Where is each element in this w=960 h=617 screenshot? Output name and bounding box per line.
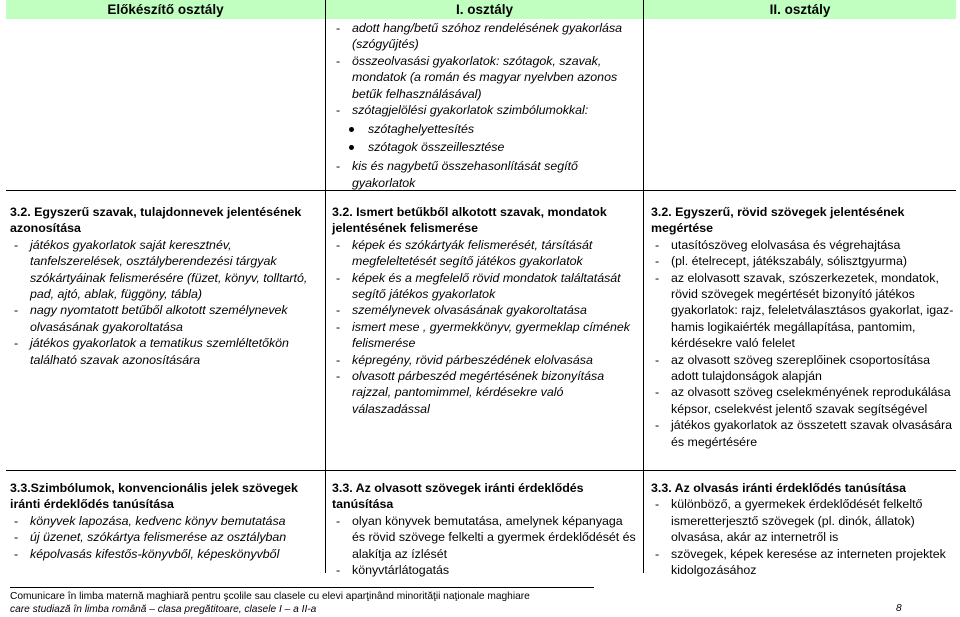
footer-line: care studiază în limba română – clasa pregătitoare, clasele I – a II-a bbox=[10, 604, 317, 615]
bullet-item: szótaghelyettesítés bbox=[332, 120, 637, 138]
list-item: - könyvtárlátogatás bbox=[332, 562, 637, 578]
list-item: - képregény, rövid párbeszédének elolvasása bbox=[332, 352, 637, 368]
column-divider bbox=[325, 0, 326, 573]
footer-rule bbox=[10, 587, 594, 588]
list-item: - olvasott párbeszéd megértésének bizonyítása rajzzal, pantomimmel, kérdésekre való válaszadással bbox=[332, 368, 637, 417]
row2-preparatory bbox=[10, 204, 315, 368]
list-item: - képek és a megfelelő rövid mondatok találtatását segítő játékos gyakorlatok bbox=[332, 270, 637, 303]
list-item: - szótagjelölési gyakorlatok szimbólumokkal: bbox=[332, 102, 637, 118]
section-title: 3.3. Az olvasott szövegek iránti érdeklődés tanúsítása bbox=[332, 481, 584, 512]
list-item: - adott hang/betű szóhoz rendelésének gyakorlása (szógyűjtés) bbox=[332, 20, 637, 53]
list-item: - az elolvasott szavak, szószerkezetek, mondatok, rövid szövegek megértését bizonyító játékos gyakorlatok: rajz, feleletválasztásos gyakorlat, igaz-hamis logikaiérték megállapítása, pantomim, kérdésekre való felelet bbox=[651, 270, 956, 352]
list-item: - (pl. ételrecept, játékszabály, sólisztgyurma) bbox=[651, 253, 956, 269]
list-item: - az olvasott szöveg cselekményének reprodukálása képsor, cselekvést jelentő szavak segítségével bbox=[651, 384, 956, 417]
list-item: - utasítószöveg elolvasása és végrehajtása bbox=[651, 237, 956, 253]
page-footer bbox=[10, 590, 530, 616]
list-item: - különböző, a gyermekek érdeklődését felkeltő ismeretterjesztő szövegek (pl. dinók, állatok) olvasása, akár az internetről is bbox=[651, 496, 956, 545]
list-item: - könyvek lapozása, kedvenc könyv bemutatása bbox=[10, 513, 315, 529]
row-divider bbox=[6, 470, 956, 471]
header-grade-1: I. osztály bbox=[326, 0, 643, 19]
top-cell-grade-1 bbox=[332, 20, 637, 191]
header-grade-2: II. osztály bbox=[644, 0, 956, 19]
list-item: - játékos gyakorlatok saját keresztnév, tanfelszerelések, osztályberendezési tárgyak szókártyáinak felismerésére (füzet, könyv, tolltartó, pad, ajtó, ablak, függöny, tábla) bbox=[10, 237, 315, 303]
row2-grade-2 bbox=[651, 204, 956, 450]
section-title: 3.2. Ismert betűkből alkotott szavak, mondatok jelentésének felismerése bbox=[332, 205, 607, 236]
row3-grade-2 bbox=[651, 480, 956, 578]
list-item: - az olvasott szöveg szereplőinek csoportosítása adott tulajdonságok alapján bbox=[651, 352, 956, 385]
list-item: - személynevek olvasásának gyakoroltatása bbox=[332, 302, 637, 318]
bullet-item: szótagok összeillesztése bbox=[332, 138, 637, 156]
list-item: - szövegek, képek keresése az interneten projektek kidolgozásához bbox=[651, 546, 956, 579]
curriculum-table bbox=[6, 0, 956, 578]
list-item: - olyan könyvek bemutatása, amelynek képanyaga és rövid szövege felkelti a gyermek érdeklődését és alakítja az ízlését bbox=[332, 513, 637, 562]
list-item: - képolvasás kifestős-könyvből, képeskönyvből bbox=[10, 546, 315, 562]
section-title: 3.2. Egyszerű szavak, tulajdonnevek jelentésének azonosítása bbox=[10, 205, 302, 236]
section-title: 3.2. Egyszerű, rövid szövegek jelentésének megértése bbox=[651, 205, 905, 236]
footer-line: Comunicare în limba maternă maghiară pentru şcolile sau clasele cu elevi aparţinând minorităţii naţionale maghiare bbox=[10, 591, 530, 602]
list-item: - összeolvasási gyakorlatok: szótagok, szavak, mondatok (a román és magyar nyelvben azonos betűk felhasználásával) bbox=[332, 53, 637, 102]
list-item: - játékos gyakorlatok az összetett szavak olvasására és megértésére bbox=[651, 417, 956, 450]
list-item: - ismert mese , gyermekkönyv, gyermeklap címének felismerése bbox=[332, 319, 637, 352]
row2-grade-1 bbox=[332, 204, 637, 417]
section-title: 3.3. Az olvasás iránti érdeklődés tanúsítása bbox=[651, 481, 907, 495]
list-item: - kis és nagybetű összehasonlítását segítő gyakorlatok bbox=[332, 158, 637, 191]
section-title: 3.3.Szimbólumok, konvencionális jelek szövegek iránti érdeklődés tanúsítása bbox=[10, 481, 298, 512]
list-item: - új üzenet, szókártya felismerése az osztályban bbox=[10, 529, 315, 545]
page-number: 8 bbox=[896, 603, 902, 614]
column-divider bbox=[643, 0, 644, 573]
header-preparatory: Előkészítő osztály bbox=[6, 0, 325, 19]
list-item: - nagy nyomtatott betűből alkotott személynevek olvasásának gyakoroltatása bbox=[10, 302, 315, 335]
list-item: - játékos gyakorlatok a tematikus szemléltetőkön található szavak azonosítására bbox=[10, 335, 315, 368]
list-item: - képek és szókártyák felismerését, társítását megfeleltetését segítő játékos gyakorlatok bbox=[332, 237, 637, 270]
row3-preparatory bbox=[10, 480, 315, 562]
row3-grade-1 bbox=[332, 480, 637, 578]
